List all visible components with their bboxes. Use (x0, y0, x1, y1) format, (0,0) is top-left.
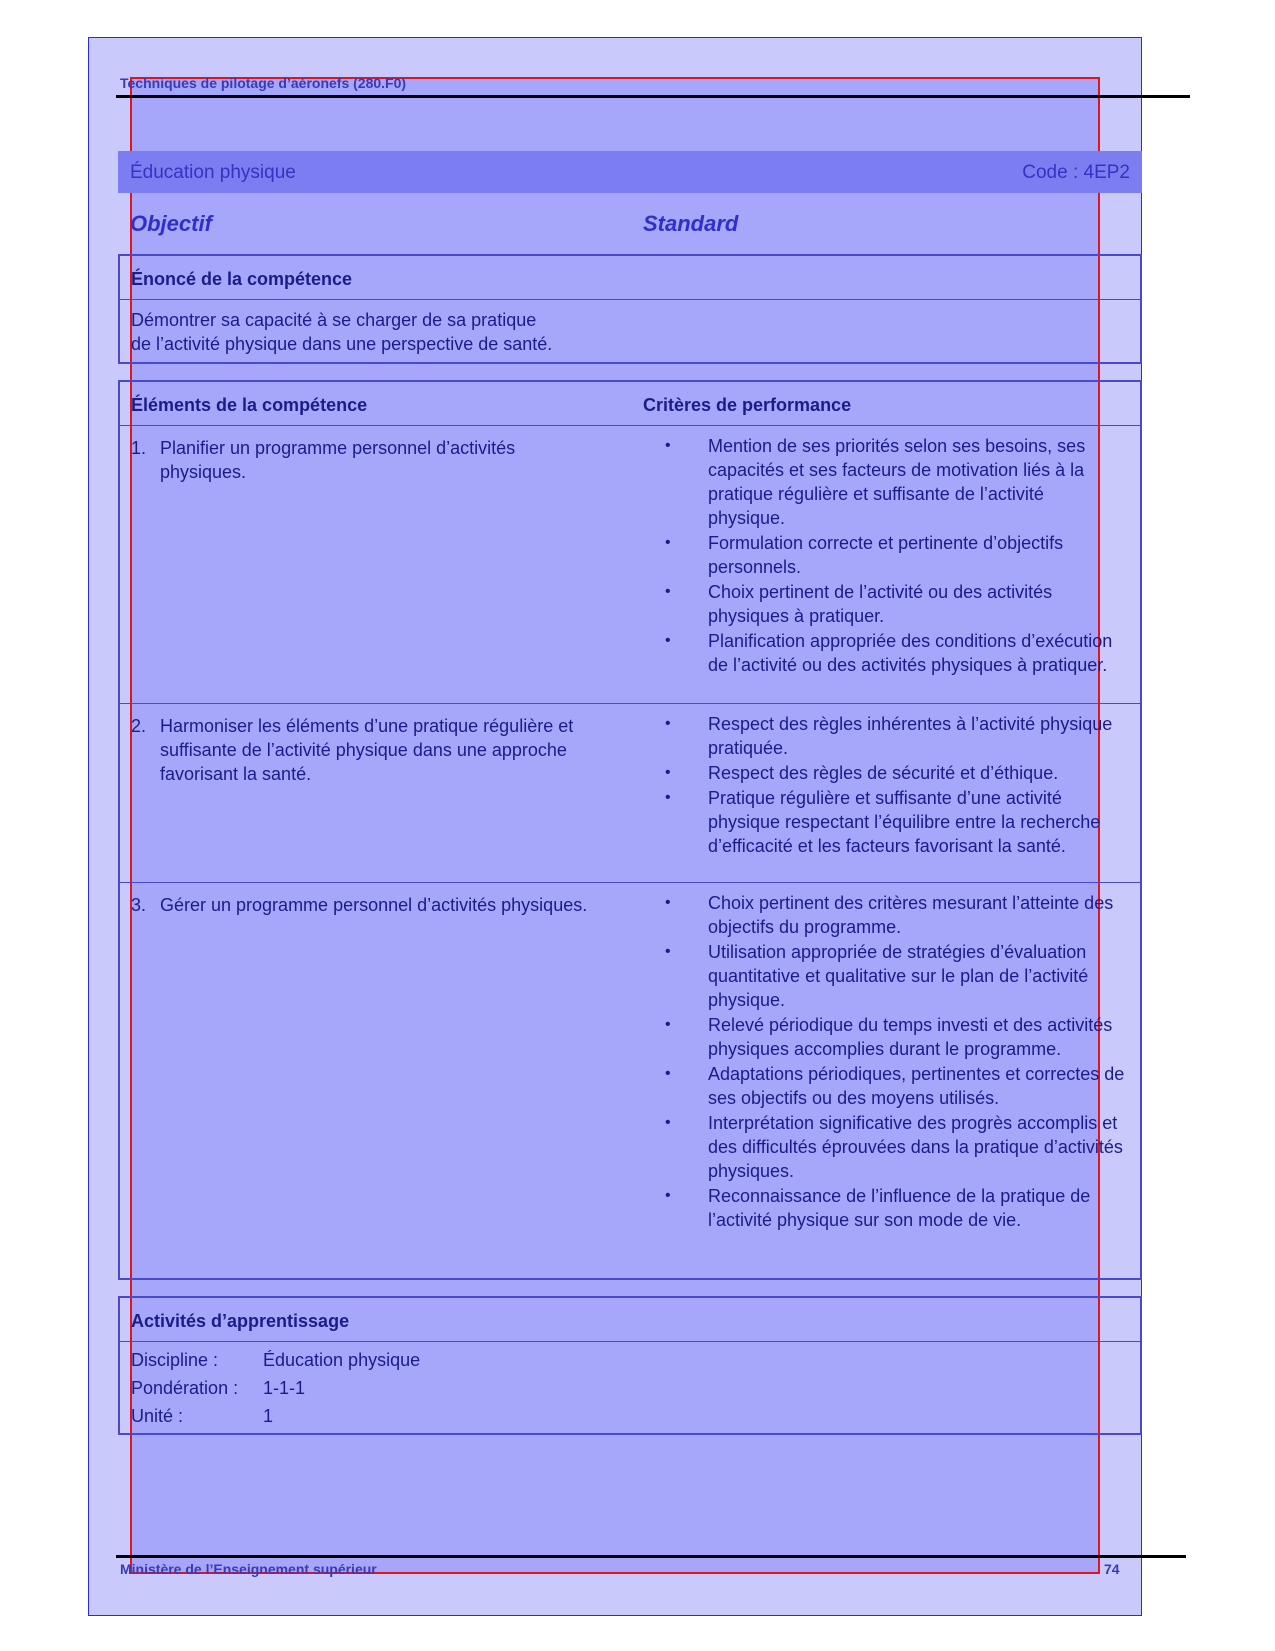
objective-label: Objectif (130, 211, 212, 236)
learning-box (118, 1296, 1142, 1435)
criteria-list (665, 712, 1125, 859)
criterion-item: • Utilisation appropriée de stratégies d’évaluation quantitative et qualitative sur le plan de l’activité physique. (665, 942, 1089, 1010)
criterion-item: • Choix pertinent de l’activité ou des activités physiques à pratiquer. (665, 582, 1053, 626)
footer-rule (116, 1555, 1186, 1558)
criteria-list (665, 434, 1125, 678)
criterion-item: • Respect des règles de sécurité et d’éthique. (665, 763, 1059, 783)
element-label: Planifier un programme personnel d’activités physiques. (160, 438, 516, 482)
criterion-item: • Respect des règles inhérentes à l’activité physique pratiquée. (665, 714, 1113, 758)
statement-line: de l’activité physique dans une perspective de santé. (131, 334, 553, 354)
bullet-icon: • (665, 1016, 671, 1033)
learning-value: 1-1-1 (263, 1378, 306, 1398)
header-rule (116, 95, 1190, 98)
page-number: 74 (1104, 1561, 1120, 1577)
criteria-heading: Critères de performance (643, 395, 852, 415)
bullet-icon: • (665, 1114, 671, 1131)
criterion-item: • Choix pertinent des critères mesurant l’atteinte des objectifs du programme. (665, 893, 1114, 937)
learning-item (131, 1374, 1140, 1402)
element-row (120, 882, 1140, 1280)
bullet-icon: • (665, 894, 671, 911)
element-row (120, 426, 1140, 703)
elements-heading: Éléments de la compétence (131, 395, 368, 415)
elements-header (120, 382, 1140, 426)
element-row (120, 703, 1140, 882)
bullet-icon: • (665, 789, 671, 806)
learning-key: Discipline : (131, 1350, 219, 1370)
element-number: 3. (131, 895, 147, 915)
criterion-item: • Planification appropriée des conditions d’exécution de l’activité ou des activités physiques à pratiquer. (665, 631, 1113, 675)
element-number: 2. (131, 716, 147, 736)
statement-line: Démontrer sa capacité à se charger de sa pratique (131, 310, 537, 330)
element-number: 1. (131, 438, 147, 458)
element-text (131, 714, 601, 786)
statement-heading: Énoncé de la compétence (120, 256, 1140, 300)
element-label: Gérer un programme personnel d’activités physiques. (160, 895, 588, 915)
bullet-icon: • (665, 1065, 671, 1082)
learning-value: 1 (263, 1406, 274, 1426)
learning-key: Unité : (131, 1406, 184, 1426)
learning-item (131, 1402, 1140, 1430)
criterion-item: • Reconnaissance de l’influence de la pratique de l’activité physique sur son mode de vie. (665, 1186, 1091, 1230)
element-text (131, 436, 601, 484)
learning-key: Pondération : (131, 1378, 239, 1398)
elements-box (118, 380, 1142, 1280)
running-header: Techniques de pilotage d’aéronefs (280.F0) (120, 75, 407, 91)
criterion-item: • Pratique régulière et suffisante d’une activité physique respectant l’équilibre entre la recherche d’efficacité et les facteurs favorisant la santé. (665, 788, 1101, 856)
subject-title: Éducation physique (130, 162, 296, 183)
element-text (131, 893, 601, 917)
learning-item (131, 1346, 1140, 1374)
element-label: Harmoniser les éléments d’une pratique régulière et suffisante de l’activité physique dans une approche favorisant la santé. (160, 716, 574, 784)
title-bar (118, 151, 1142, 193)
learning-heading: Activités d’apprentissage (120, 1298, 1140, 1342)
standard-label: Standard (643, 211, 739, 236)
bullet-icon: • (665, 632, 671, 649)
criterion-item: • Interprétation significative des progrès accomplis et des difficultés éprouvées dans la pratique d’activités physiques. (665, 1113, 1123, 1181)
learning-value: Éducation physique (263, 1350, 421, 1370)
criterion-item: • Formulation correcte et pertinente d’objectifs personnels. (665, 533, 1064, 577)
criterion-item: • Adaptations périodiques, pertinentes et correctes de ses objectifs ou des moyens utilisés. (665, 1064, 1125, 1108)
criterion-item: • Mention de ses priorités selon ses besoins, ses capacités et ses facteurs de motivation liés à la pratique régulière et suffisante de l’activité physique. (665, 436, 1086, 528)
bullet-icon: • (665, 583, 671, 600)
bullet-icon: • (665, 943, 671, 960)
course-code: Code : 4EP2 (1022, 162, 1130, 183)
criterion-item: • Relevé périodique du temps investi et des activités physiques accomplies durant le programme. (665, 1015, 1113, 1059)
bullet-icon: • (665, 1187, 671, 1204)
bullet-icon: • (665, 437, 671, 454)
criteria-list (665, 891, 1125, 1233)
bullet-icon: • (665, 534, 671, 551)
bullet-icon: • (665, 715, 671, 732)
running-footer: Ministère de l’Enseignement supérieur (120, 1561, 377, 1577)
bullet-icon: • (665, 764, 671, 781)
statement-box (118, 254, 1142, 364)
